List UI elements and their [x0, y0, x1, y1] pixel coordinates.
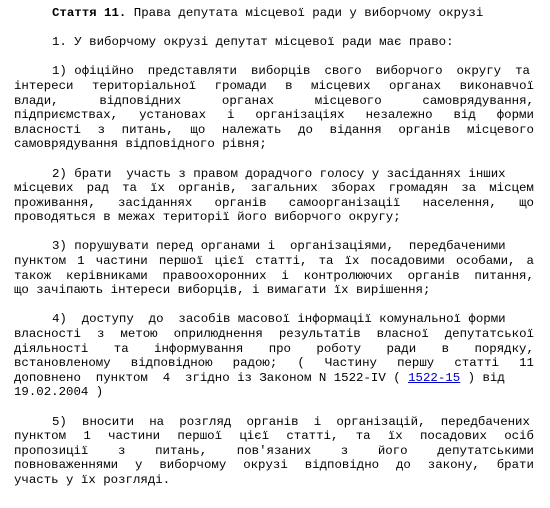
- amendment-text: доповнено пунктом 4 згідно із Законом N 1522-IV (: [14, 370, 409, 385]
- item-5-line: повноваженнями у виборчому окрузі відповідно до закону, брати: [14, 458, 534, 473]
- amendment-text: ) від: [460, 370, 505, 385]
- item-1-line: власності з питань, що належать до відання органів місцевого: [14, 122, 534, 137]
- item-5-line: пунктом 1 частини першої цієї статті, та їх посадових осіб: [14, 429, 534, 444]
- item-4-line: власності з метою оприлюднення результатів власної депутатської: [14, 326, 534, 341]
- item-1-line: влади, відповідних органах місцевого самоврядування,: [14, 93, 534, 108]
- item-1-line: самоврядування відповідного рівня;: [14, 137, 267, 152]
- article-title: Права депутата місцевої ради у виборчому окрузі: [126, 6, 484, 20]
- item-4-line: встановленому відповідною радою; ( Частину першу статті 11: [14, 356, 534, 371]
- item-2-line: місцевих рад та їх органів, загальних зборах громадян за місцем: [14, 181, 534, 196]
- amendment-note: [14, 371, 534, 386]
- article-heading: [52, 6, 550, 21]
- item-1-line: інтереси територіальної громади в місцевих органах виконавчої: [14, 78, 534, 93]
- item-5-line: пропозиції з питань, пов'язаних з його депутатськими: [14, 443, 534, 458]
- item-5-line: 5) вносити на розгляд органів і організацій, передбачених: [52, 414, 530, 429]
- item-3-line: також керівниками правоохоронних і контролюючих органів питання,: [14, 268, 534, 283]
- item-1-line: підприємствах, установах і організаціях незалежно від форми: [14, 108, 534, 123]
- item-3-line: пунктом 1 частини першої цієї статті, та їх посадовими особами, а: [14, 254, 534, 268]
- item-5-line: участь у їх розгляді.: [14, 472, 171, 487]
- item-4-line: 4) доступу до засобів масової інформації комунальної форми: [52, 312, 506, 327]
- law-reference-link[interactable]: 1522-15: [408, 370, 461, 385]
- item-2-line: проживання, засіданнях органів самоорганізації населення, що: [14, 195, 534, 210]
- article-number: Стаття 11.: [52, 6, 127, 20]
- item-3-line: що зачіпають інтереси виборців, і вимагати їх вирішення;: [14, 283, 431, 298]
- item-4-line: діяльності та інформування про роботу ради в порядку,: [14, 341, 534, 356]
- item-3-line: 3) порушувати перед органами і організаціями, передбаченими: [52, 239, 506, 254]
- item-1-line: 1) офіційно представляти виборців свого виборчого округу та: [52, 64, 530, 79]
- item-2-line: 2) брати участь з правом дорадчого голосу у засіданнях інших: [52, 166, 506, 181]
- point-1-intro: 1. У виборчому окрузі депутат місцевої ради має право:: [52, 35, 454, 50]
- amendment-date: 19.02.2004 ): [14, 385, 104, 400]
- item-2-line: проводяться в межах території його виборчого округу;: [14, 210, 401, 225]
